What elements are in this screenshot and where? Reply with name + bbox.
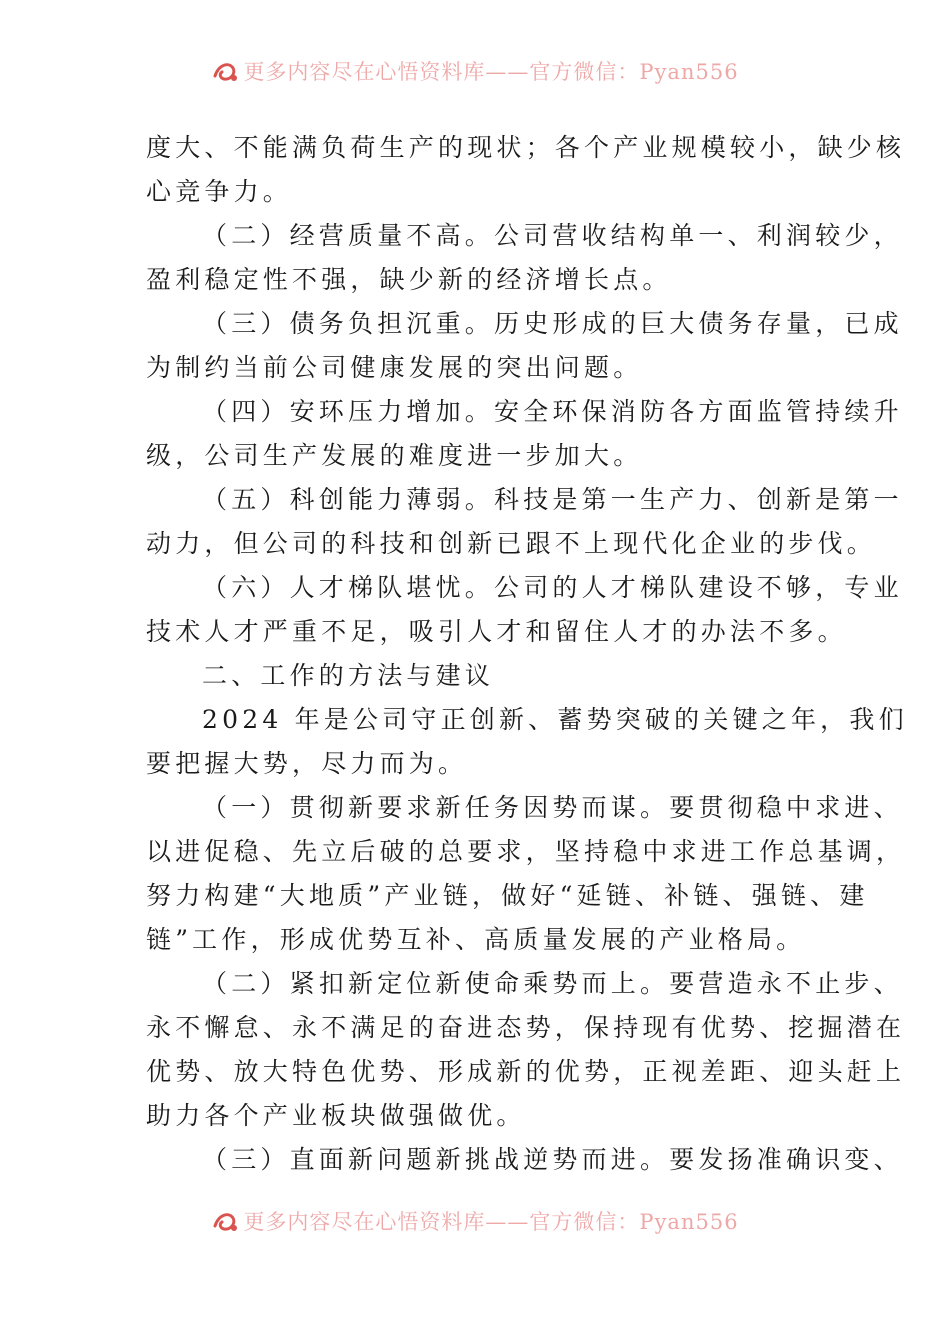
text-line: （四）安环压力增加。安全环保消防各方面监管持续升	[202, 397, 903, 426]
text-line: 盈利稳定性不强，缺少新的经济增长点。	[146, 265, 672, 294]
text-line: （一）贯彻新要求新任务因势而谋。要贯彻稳中求进、	[202, 793, 903, 822]
text-line: （二）经营质量不高。公司营收结构单一、利润较少，	[202, 221, 903, 250]
watermark-header	[0, 56, 950, 86]
text-line: 努力构建“大地质”产业链，做好“延链、补链、强链、建	[146, 881, 869, 910]
text-line: 以进促稳、先立后破的总要求，坚持稳中求进工作总基调，	[146, 837, 906, 866]
text-line: （五）科创能力薄弱。科技是第一生产力、创新是第一	[202, 485, 903, 514]
text-line: 为制约当前公司健康发展的突出问题。	[146, 353, 643, 382]
logo-icon	[211, 1208, 241, 1234]
text-line: 助力各个产业板块做强做优。	[146, 1101, 526, 1130]
watermark-footer	[0, 1206, 950, 1236]
text-line: （六）人才梯队堪忧。公司的人才梯队建设不够，专业	[202, 573, 903, 602]
text-line: 心竞争力。	[146, 177, 293, 206]
text-line: 要把握大势，尽力而为。	[146, 749, 468, 778]
text-line: （三）直面新问题新挑战逆势而进。要发扬准确识变、	[202, 1145, 903, 1174]
text-line: （三）债务负担沉重。历史形成的巨大债务存量，已成	[202, 309, 903, 338]
paragraph	[146, 566, 903, 654]
paragraph	[146, 478, 903, 566]
paragraph	[146, 214, 903, 302]
text-line: 二、工作的方法与建议	[202, 661, 495, 690]
paragraph	[146, 962, 906, 1138]
paragraph	[146, 126, 906, 214]
watermark-text: 更多内容尽在心悟资料库——官方微信：Pyan556	[243, 1210, 739, 1234]
paragraph	[146, 786, 906, 962]
text-line: 动力，但公司的科技和创新已跟不上现代化企业的步伐。	[146, 529, 877, 558]
paragraph	[146, 302, 903, 390]
paragraph	[146, 698, 908, 786]
paragraph	[146, 390, 903, 478]
text-line: 技术人才严重不足，吸引人才和留住人才的办法不多。	[146, 617, 847, 646]
text-line: 级，公司生产发展的难度进一步加大。	[146, 441, 643, 470]
logo-icon	[211, 58, 241, 84]
text-line: 2024 年是公司守正创新、蓄势突破的关键之年，我们	[202, 705, 908, 734]
text-line: 链”工作，形成优势互补、高质量发展的产业格局。	[146, 925, 806, 954]
watermark-text: 更多内容尽在心悟资料库——官方微信：Pyan556	[243, 60, 739, 84]
text-line: 永不懈怠、永不满足的奋进态势，保持现有优势、挖掘潜在	[146, 1013, 906, 1042]
text-line: （二）紧扣新定位新使命乘势而上。要营造永不止步、	[202, 969, 903, 998]
paragraph	[146, 1138, 903, 1182]
text-line: 优势、放大特色优势、形成新的优势，正视差距、迎头赶上	[146, 1057, 906, 1086]
text-line: 度大、不能满负荷生产的现状；各个产业规模较小，缺少核	[146, 133, 906, 162]
section-heading	[146, 654, 810, 698]
document-body	[146, 126, 908, 1182]
